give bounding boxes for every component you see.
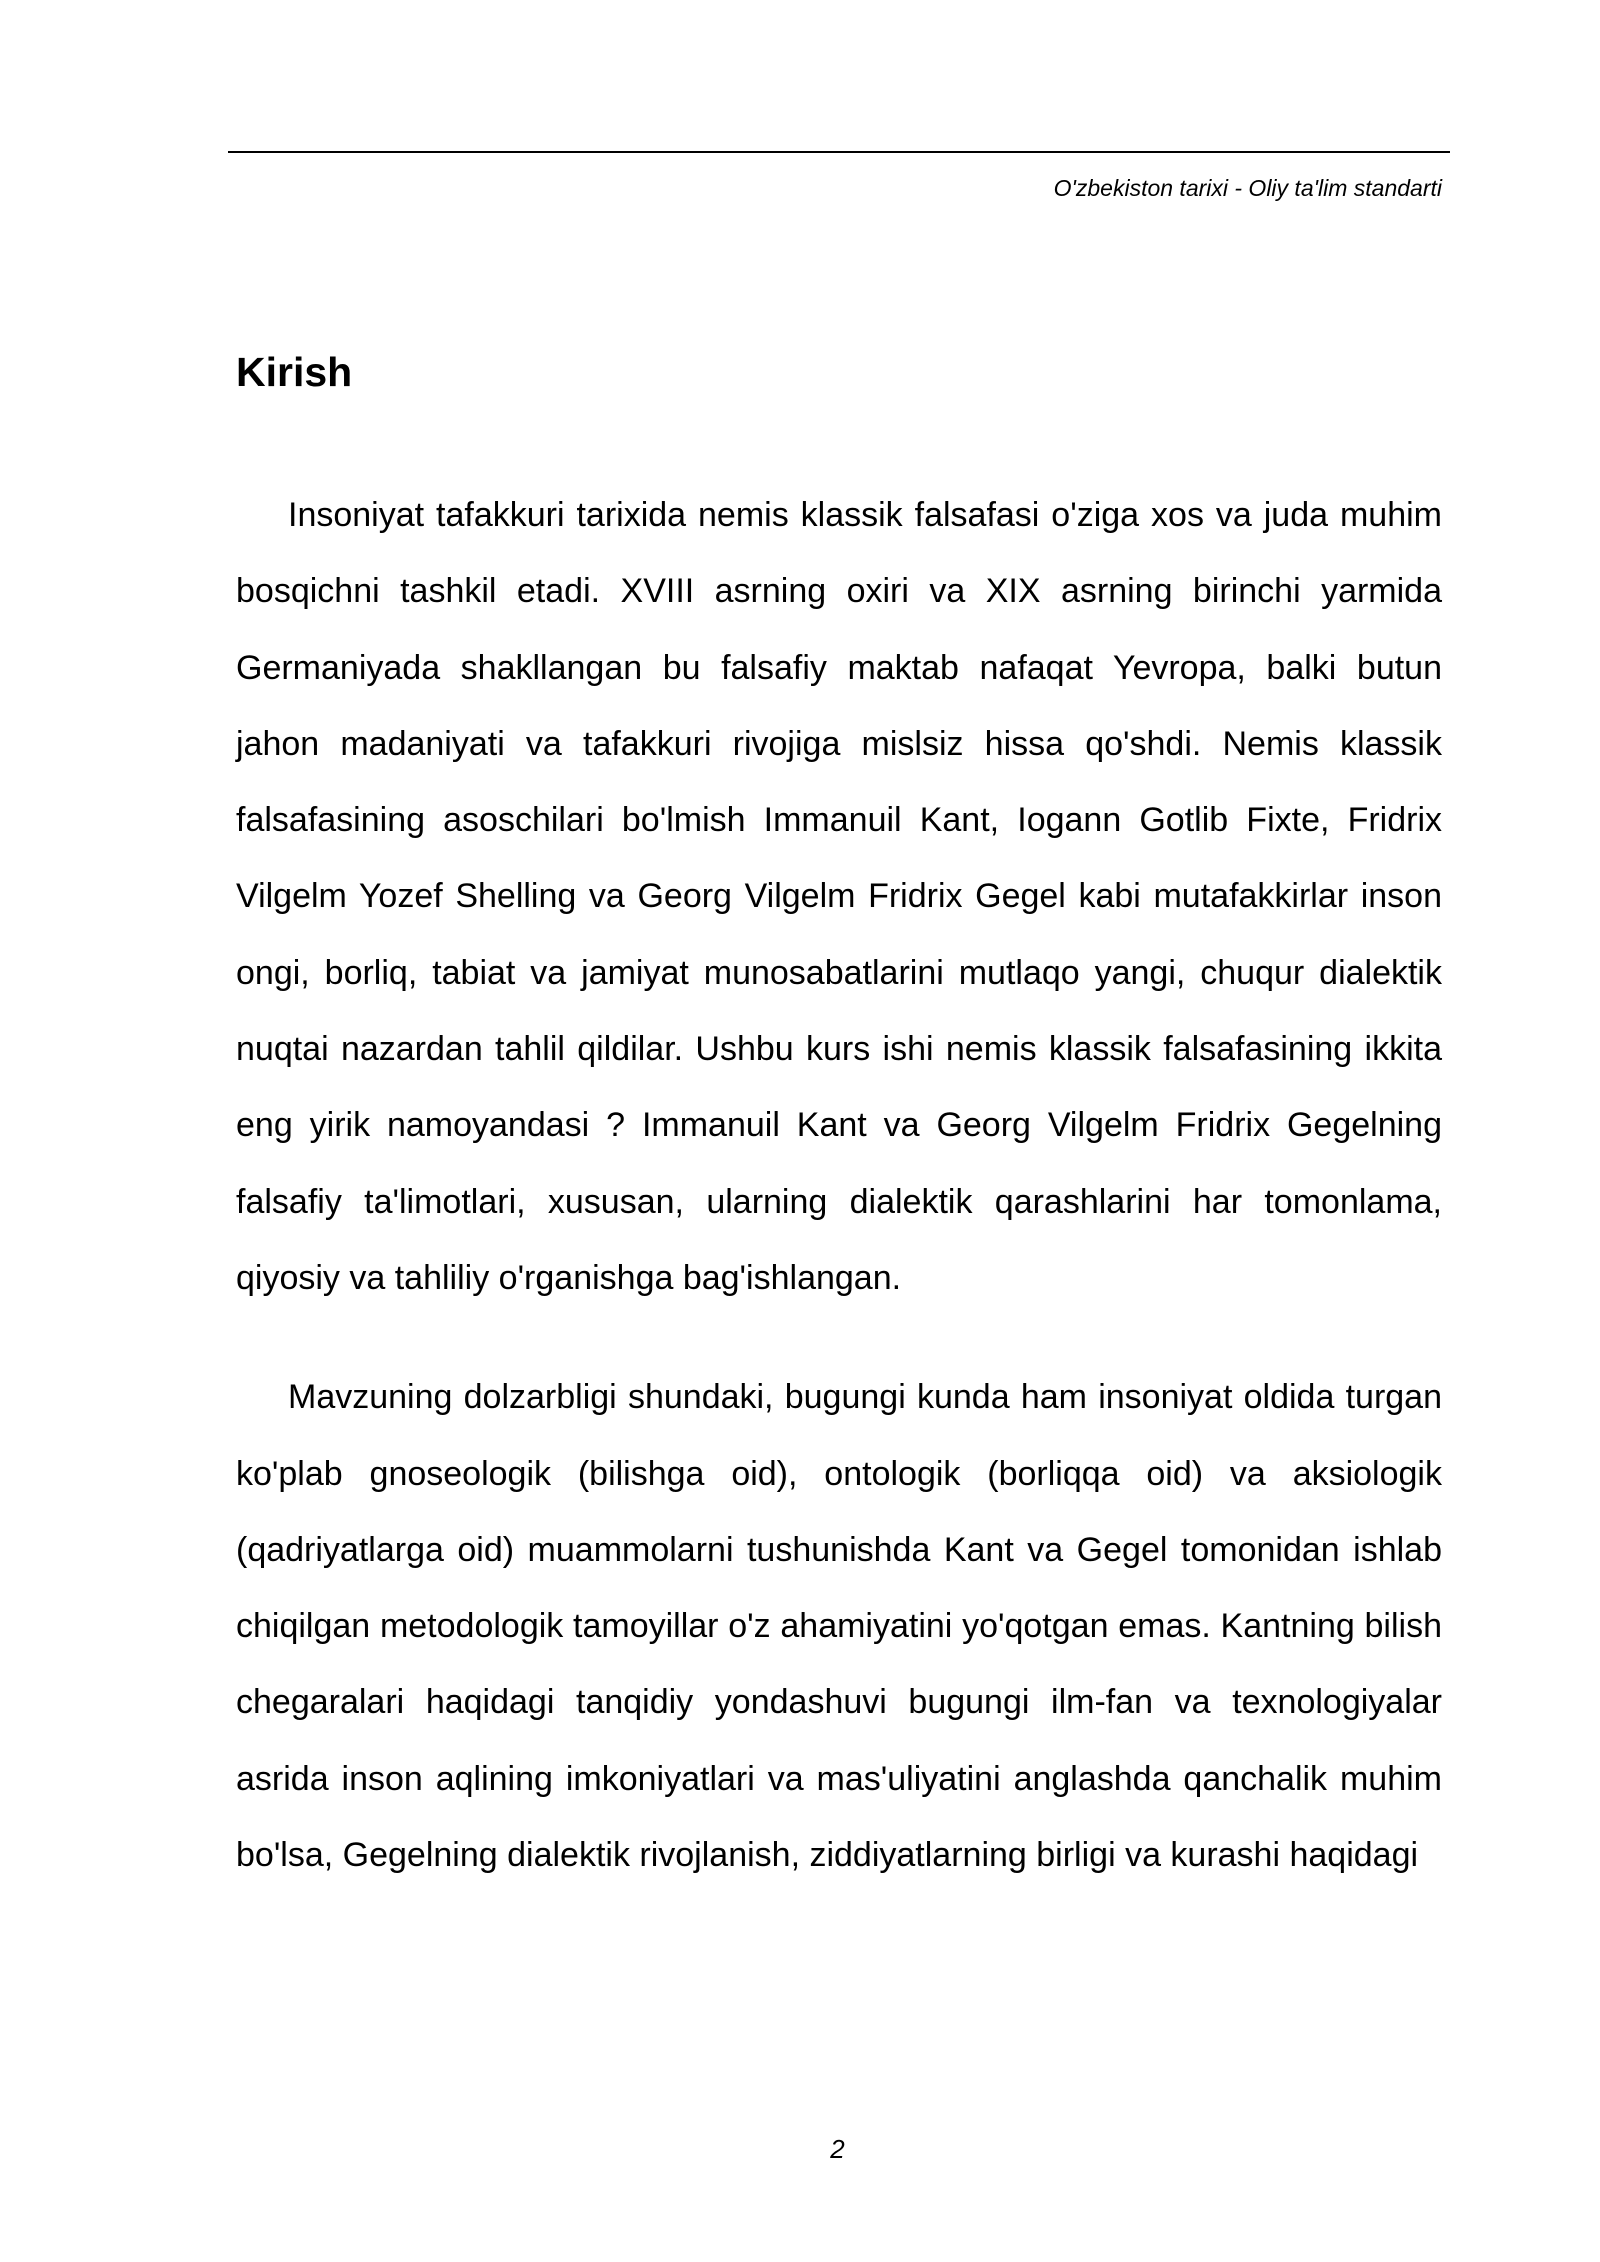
paragraph-relevance: Mavzuning dolzarbligi shundaki, bugungi kunda ham insoniyat oldida turgan ko'plab gnoseologik (bilishga oid), ontologik (borliqqa oid) va aksiologik (qadriyatlarga oid) muammolarni tushunishda Kant va Gegel tomonidan ishlab chiqilgan metodologik tamoyillar o'z ahamiyatini yo'qotgan emas. Kantning bilish chegaralari haqidagi tanqidiy yondashuvi bugungi ilm-fan va texnologiyalar asrida inson aqlining imkoniyatlari va mas'uliyatini anglashda qanchalik muhim bo'lsa, Gegelning dialektik rivojlanish, ziddiyatlarning birligi va kurashi haqidagi <box>236 1378 1442 1875</box>
running-header: O'zbekiston tarixi - Oliy ta'lim standarti <box>1053 175 1442 201</box>
page-body <box>236 337 1442 1893</box>
section-heading: Kirish <box>236 349 353 395</box>
header-divider <box>228 151 1450 153</box>
paragraph-introduction: Insoniyat tafakkuri tarixida nemis klassik falsafasi o'ziga xos va juda muhim bosqichni tashkil etadi. XVIII asrning oxiri va XIX asrning birinchi yarmida Germaniyada shakllangan bu falsafiy maktab nafaqat Yevropa, balki butun jahon madaniyati va tafakkuri rivojiga mislsiz hissa qo'shdi. Nemis klassik falsafasining asoschilari bo'lmish Immanuil Kant, Iogann Gotlib Fixte, Fridrix Vilgelm Yozef Shelling va Georg Vilgelm Fridrix Gegel kabi mutafakkirlar inson ongi, borliq, tabiat va jamiyat munosabatlarini mutlaqo yangi, chuqur dialektik nuqtai nazardan tahlil qildilar. Ushbu kurs ishi nemis klassik falsafasining ikkita eng yirik namoyandasi ? Immanuil Kant va Georg Vilgelm Fridrix Gegelning falsafiy ta'limotlari, xususan, ularning dialektik qarashlarini har tomonlama, qiyosiy va tahliliy o'rganishga bag'ishlangan. <box>236 496 1442 1297</box>
page-number: 2 <box>830 2134 845 2164</box>
